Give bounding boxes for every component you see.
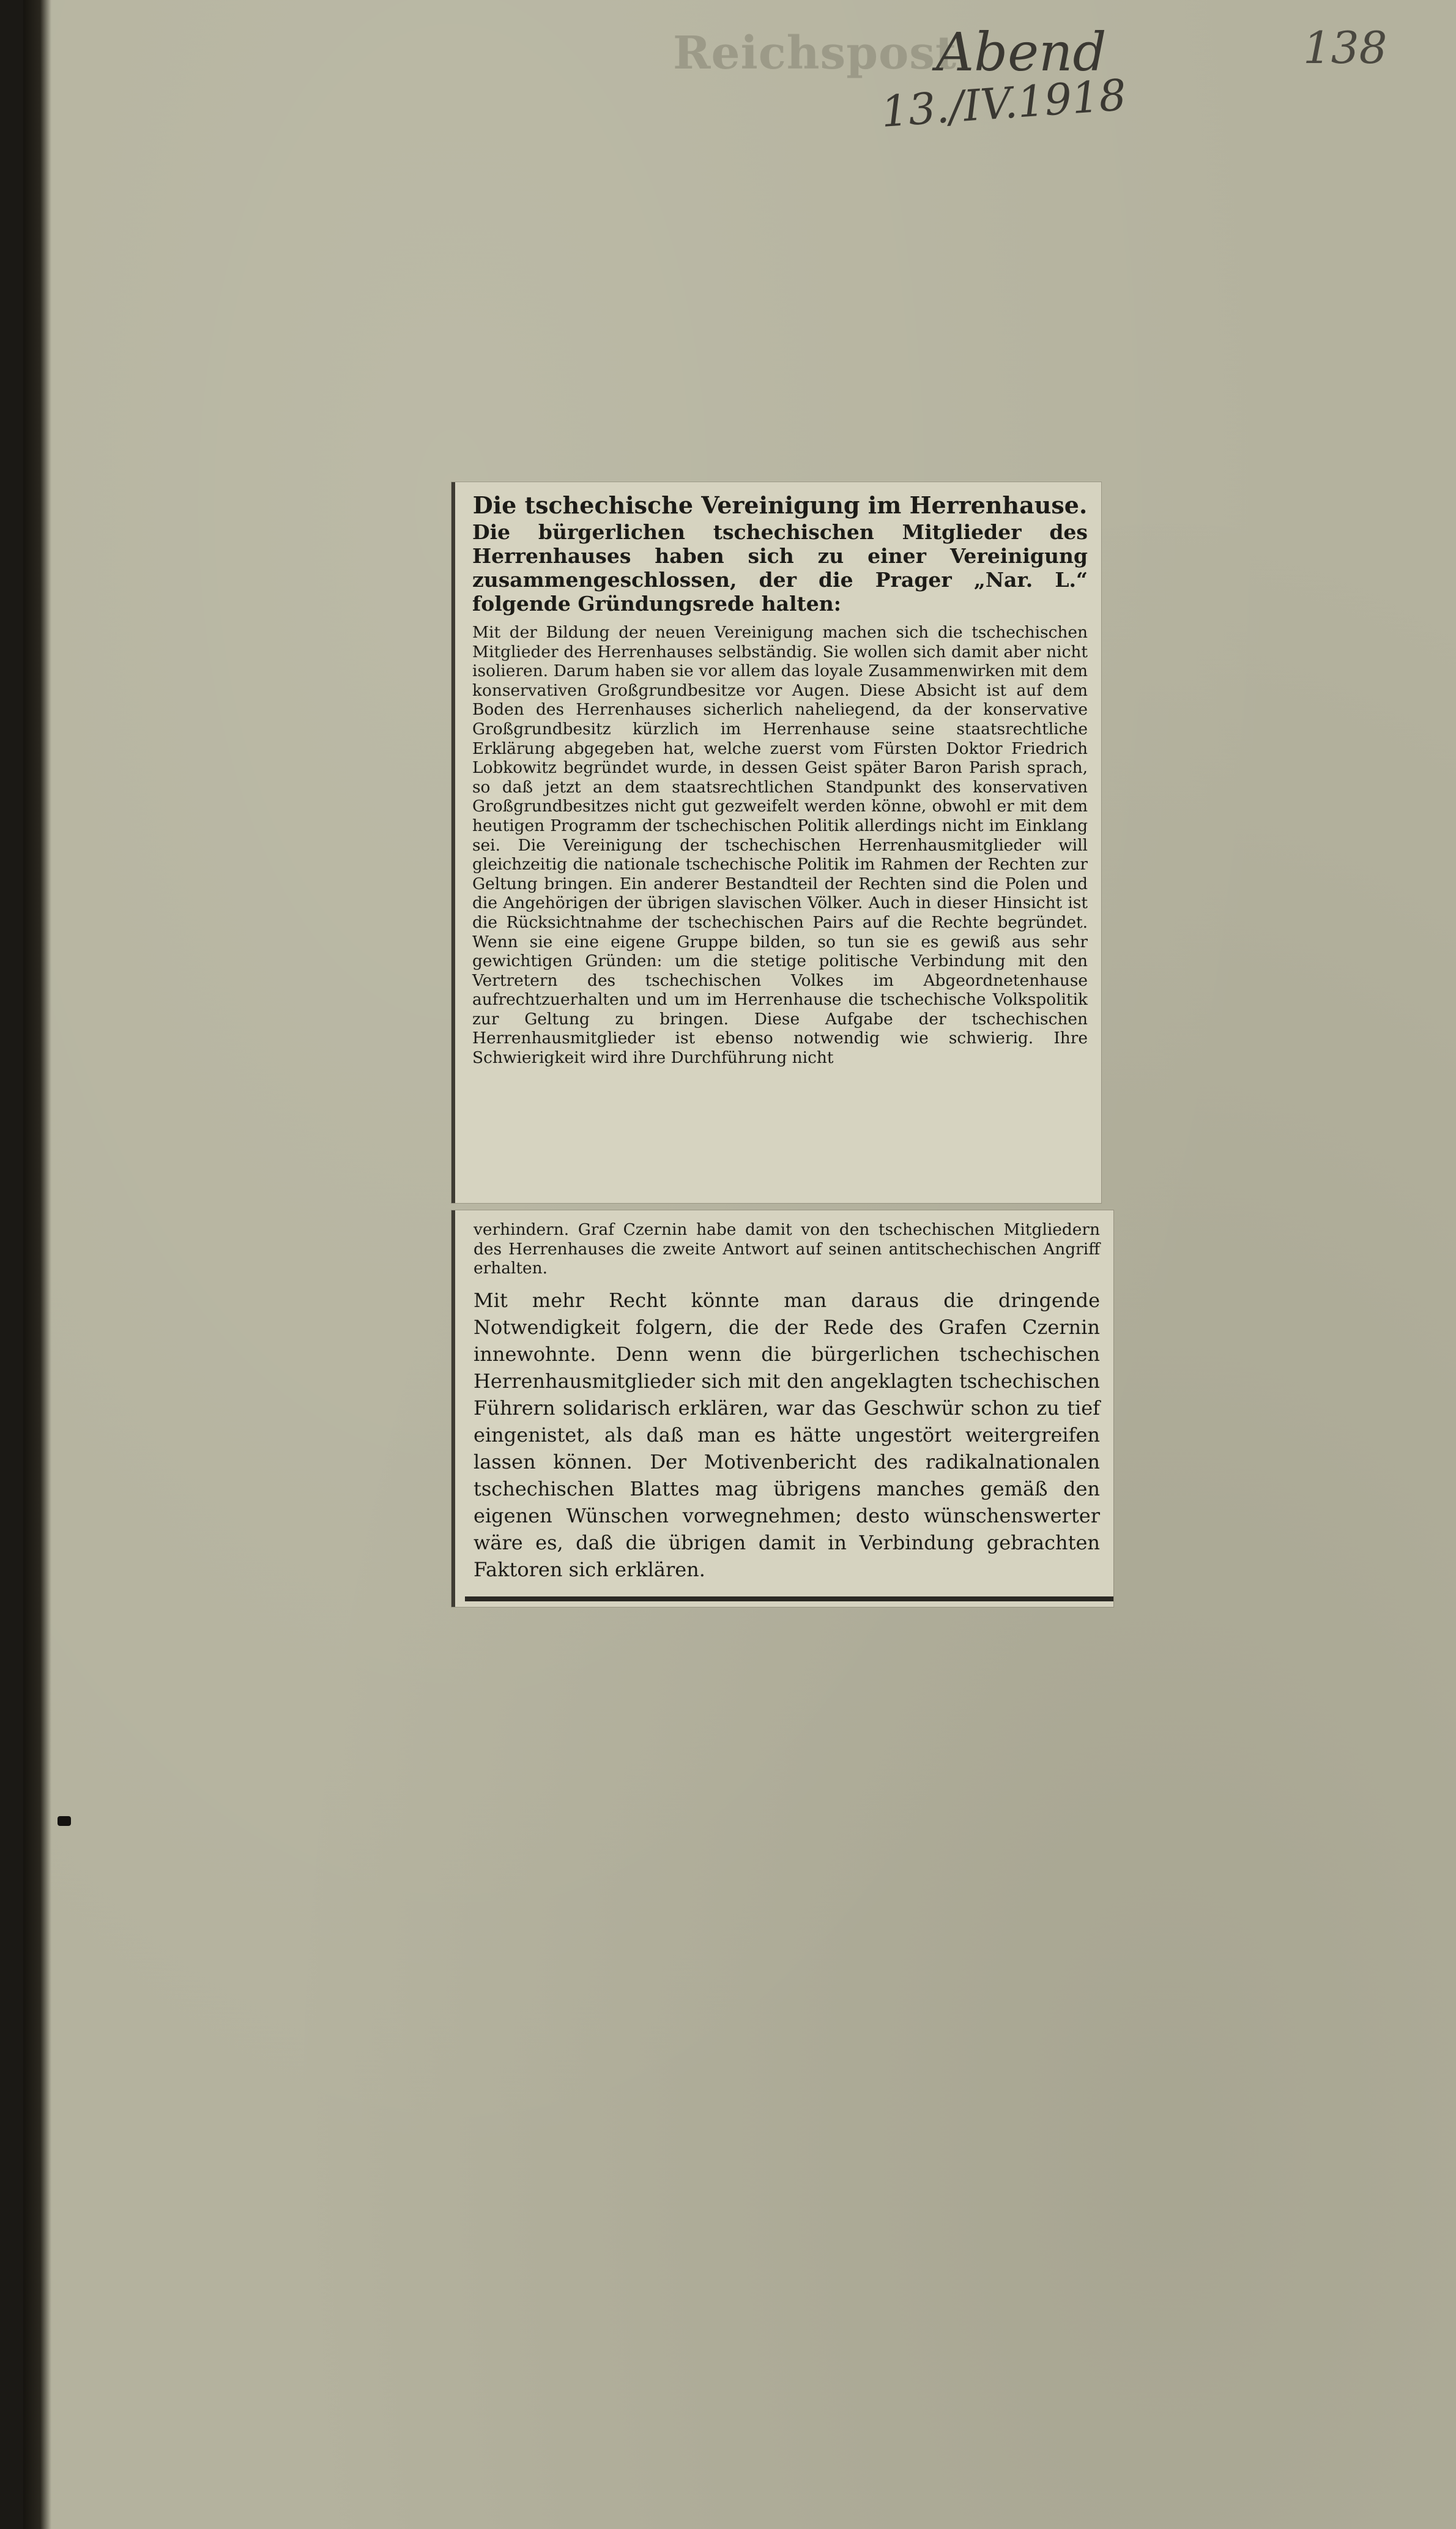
sheet-left-edge — [23, 0, 51, 2529]
article-body-part2: verhindern. Graf Czernin habe damit von den tschechischen Mitgliedern des Herrenhauses die zweite Antwort auf seinen antitschechischen Angriff erhalten. — [474, 1220, 1100, 1278]
page-number: 138 — [1303, 22, 1387, 73]
newspaper-stamp: Reichspost — [673, 27, 957, 80]
handwritten-date: 13./IV.1918 — [879, 70, 1128, 137]
article-body-part1: Mit der Bildung der neuen Vereinigung machen sich die tschechischen Mitglieder des Herrenhauses selbständig. Sie wollen sich damit aber nicht isolieren. Darum haben sie vor allem das loyale Zusammenwirken mit dem konservativen Großgrundbesitze vor Augen. Diese Absicht ist auf dem Boden des Herrenhauses sicherlich naheliegend, da der konservative Großgrundbesitz kürzlich im Herrenhause seine staatsrechtliche Erklärung abgegeben hat, welche zuerst vom Fürsten Doktor Friedrich Lobkowitz begründet wurde, in dessen Geist später Baron Parish sprach, so daß jetzt an dem staatsrechtlichen Standpunkt des konservativen Großgrundbesitzes nicht gut gezweifelt werden könne, obwohl er mit dem heutigen Programm der tschechischen Politik allerdings nicht im Einklang sei. Die Vereinigung der tschechischen Herrenhausmitglieder will gleichzeitig die nationale tschechische Politik im Rahmen der Rechten zur Geltung bringen. Ein anderer Bestandteil der Rechten sind die Polen und die Angehörigen der übrigen slavischen Völker. Auch in dieser Hinsicht ist die Rücksichtnahme der tschechischen Pairs auf die Rechte begründet. Wenn sie eine eigene Gruppe bilden, so tun sie es gewiß aus sehr gewichtigen Gründen: um die stetige politische Verbindung mit den Vertretern des tschechischen Volkes im Abgeordnetenhause aufrechtzuerhalten und um im Herrenhause die tschechische Volkspolitik zur Geltung zu bringen. Diese Aufgabe der tschechischen Herrenhausmitglieder ist ebenso notwendig wie schwierig. Ihre Schwierigkeit wird ihre Durchführung nicht — [472, 623, 1088, 1068]
clipping-part-1 — [451, 482, 1101, 1203]
handwritten-edition: Abend — [936, 22, 1107, 83]
clipping-part-2 — [451, 1210, 1113, 1607]
article-lead: Die bürgerlichen tschechischen Mitglieder des Herrenhauses haben sich zu einer Vereinigung zusammengeschlossen, der die Prager „Nar. L.“ folgende Gründungsrede halten: — [472, 520, 1088, 616]
article-commentary: Mit mehr Recht könnte man daraus die dringende Notwendigkeit folgern, die der Rede des Grafen Czernin innewohnte. Denn wenn die bürgerlichen tschechischen Herrenhausmitglieder sich mit den angeklagten tschechischen Führern solidarisch erklären, war das Geschwür schon zu tief eingenistet, als daß man es hätte ungestört weitergreifen lassen können. Der Motivenbericht des radikalnationalen tschechischen Blattes mag übrigens manches gemäß den eigenen Wünschen vorwegnehmen; desto wünschenswerter wäre es, daß die übrigen damit in Verbindung gebrachten Faktoren sich erklären. — [474, 1288, 1100, 1581]
punch-hole — [58, 1816, 71, 1826]
article-headline: Die tschechische Vereinigung im Herrenhause. — [472, 491, 1088, 519]
closing-rule — [465, 1596, 1113, 1601]
